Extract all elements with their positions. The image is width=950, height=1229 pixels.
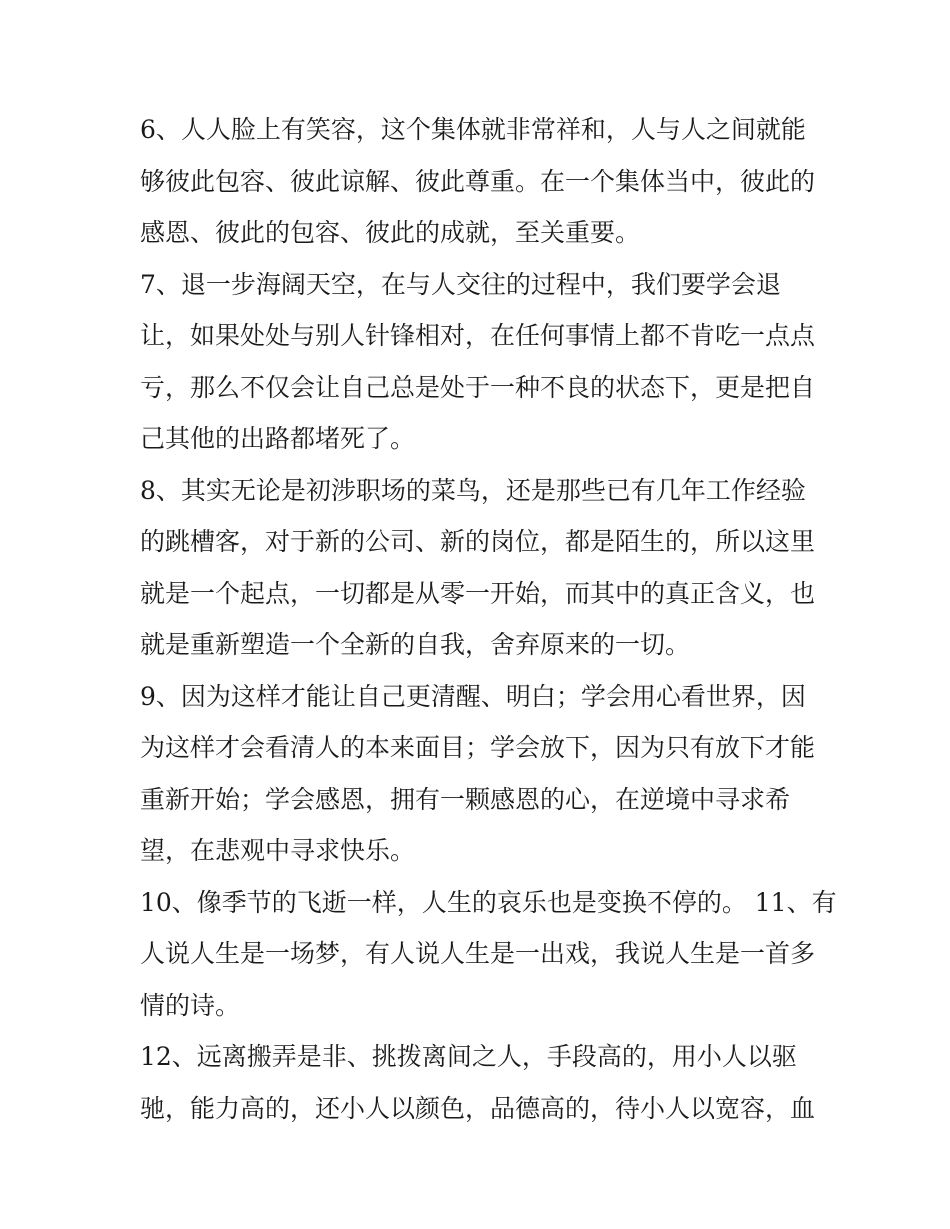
text-line: 驰，能力高的，还小人以颜色，品德高的，待小人以宽容，血	[140, 1093, 816, 1123]
text-line: 重新开始；学会感恩，拥有一颗感恩的心，在逆境中寻求希	[140, 784, 791, 814]
text-line: 为这样才会看清人的本来面目；学会放下，因为只有放下才能	[140, 733, 816, 762]
text-line: 够彼此包容、彼此谅解、彼此尊重。在一个集体当中，彼此的	[140, 166, 816, 196]
text-line: 6、人人脸上有笑容，这个集体就非常祥和，人与人之间就能	[140, 115, 806, 144]
text-line: 9、因为这样才能让自己更清醒、明白；学会用心看世界，因	[140, 681, 806, 711]
text-line: 就是一个起点，一切都是从零一开始，而其中的真正含义，也	[140, 578, 816, 608]
paragraph-8	[140, 465, 820, 671]
text-line: 就是重新塑造一个全新的自我，舍弃原来的一切。	[140, 630, 691, 659]
text-line: 10、像季节的飞逝一样，人生的哀乐也是变换不停的。 11、有	[140, 887, 837, 917]
paragraph-6	[140, 104, 820, 259]
text-line: 望，在悲观中寻求快乐。	[140, 836, 416, 865]
text-line: 12、远离搬弄是非、挑拨离间之人，手段高的，用小人以驱	[140, 1042, 797, 1071]
text-line: 亏，那么不仅会让自己总是处于一种不良的状态下，更是把自	[140, 372, 816, 402]
text-line: 的跳槽客，对于新的公司、新的岗位，都是陌生的，所以这里	[140, 527, 816, 556]
paragraph-10-11	[140, 877, 837, 1032]
text-line: 情的诗。	[140, 990, 241, 1020]
text-line: 人说人生是一场梦，有人说人生是一出戏，我说人生是一首多	[140, 939, 816, 968]
text-line: 8、其实无论是初涉职场的菜鸟，还是那些已有几年工作经验	[140, 475, 806, 505]
paragraph-9	[140, 671, 820, 877]
text-line: 感恩、彼此的包容、彼此的成就，至关重要。	[140, 218, 641, 247]
paragraph-7	[140, 259, 820, 465]
text-line: 7、退一步海阔天空，在与人交往的过程中，我们要学会退	[140, 269, 781, 299]
document-body	[140, 104, 837, 1134]
text-line: 己其他的出路都堵死了。	[140, 424, 416, 453]
paragraph-12	[140, 1031, 820, 1134]
text-line: 让，如果处处与别人针锋相对，在任何事情上都不肯吃一点点	[140, 321, 816, 350]
